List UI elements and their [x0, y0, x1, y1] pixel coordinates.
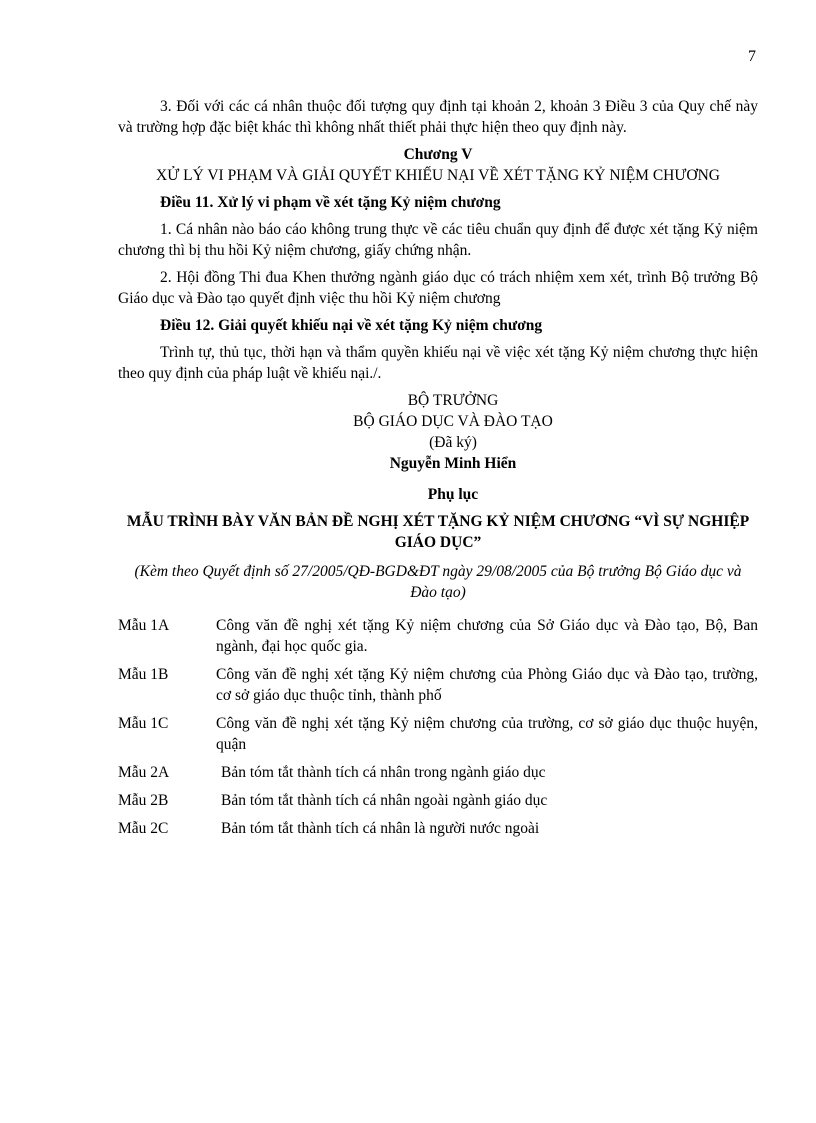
appendix-title: Phụ lục — [427, 486, 479, 503]
document-page — [118, 44, 758, 846]
clause-3-paragraph: 3. Đối với các cá nhân thuộc đối tượng quy định tại khoản 2, khoản 3 Điều 3 của Quy chế này và trường hợp đặc biệt khác thì không nhất thiết phải thực hiện theo quy định này. — [118, 98, 758, 136]
form-description: Bản tóm tắt thành tích cá nhân ngoài ngành giáo dục — [221, 792, 548, 809]
signed-mark: (Đã ký) — [429, 434, 477, 451]
form-description: Bản tóm tắt thành tích cá nhân là người nước ngoài — [221, 820, 540, 837]
form-description: Công văn đề nghị xét tặng Kỷ niệm chương của Sở Giáo dục và Đào tạo, Bộ, Ban ngành, đại học quốc gia. — [216, 617, 758, 655]
article-11-paragraph-1: 1. Cá nhân nào báo cáo không trung thực về các tiêu chuẩn quy định để được xét tặng Kỷ niệm chương thì bị thu hồi Kỷ niệm chương, giấy chứng nhận. — [118, 221, 758, 259]
signer-name: Nguyễn Minh Hiển — [389, 455, 517, 472]
appendix-heading: MẪU TRÌNH BÀY VĂN BẢN ĐỀ NGHỊ XÉT TẶNG KỶ NIỆM CHƯƠNG “VÌ SỰ NGHIỆP GIÁO DỤC” — [126, 513, 750, 551]
form-code: Mẫu 2A — [118, 764, 170, 781]
article-12-paragraph: Trình tự, thủ tục, thời hạn và thẩm quyền khiếu nại về việc xét tặng Kỷ niệm chương thực hiện theo quy định của pháp luật về khiếu nại./. — [118, 344, 758, 382]
form-row-1c — [118, 713, 758, 755]
article-11-heading: Điều 11. Xử lý vi phạm về xét tặng Kỷ niệm chương — [160, 194, 501, 211]
signer-title: BỘ TRƯỞNG — [407, 392, 499, 409]
form-code: Mẫu 2C — [118, 820, 169, 837]
article-12-heading: Điều 12. Giải quyết khiếu nại về xét tặng Kỷ niệm chương — [160, 317, 543, 334]
chapter-subtitle: XỬ LÝ VI PHẠM VÀ GIẢI QUYẾT KHIẾU NẠI VỀ XÉT TẶNG KỶ NIỆM CHƯƠNG — [156, 167, 720, 184]
appendix-note: (Kèm theo Quyết định số 27/2005/QĐ-BGD&ĐT ngày 29/08/2005 của Bộ trưởng Bộ Giáo dục và Đào tạo) — [134, 563, 742, 601]
form-row-2b — [118, 790, 758, 811]
form-row-2a — [118, 762, 758, 783]
signature-block — [118, 390, 758, 474]
form-code: Mẫu 1B — [118, 666, 169, 683]
form-description: Công văn đề nghị xét tặng Kỷ niệm chương của Phòng Giáo dục và Đào tạo, trường, cơ sở giáo dục thuộc tỉnh, thành phố — [216, 666, 758, 704]
chapter-title: Chương V — [403, 146, 473, 163]
form-row-2c — [118, 818, 758, 839]
form-description: Bản tóm tắt thành tích cá nhân trong ngành giáo dục — [221, 764, 546, 781]
page-number: 7 — [748, 48, 756, 65]
form-code: Mẫu 1A — [118, 617, 170, 634]
signer-ministry: BỘ GIÁO DỤC VÀ ĐÀO TẠO — [353, 413, 553, 430]
form-list — [118, 615, 758, 839]
form-code: Mẫu 2B — [118, 792, 169, 809]
form-row-1b — [118, 664, 758, 706]
form-description: Công văn đề nghị xét tặng Kỷ niệm chương của trường, cơ sở giáo dục thuộc huyện, quận — [216, 715, 758, 753]
form-code: Mẫu 1C — [118, 715, 169, 732]
article-11-paragraph-2: 2. Hội đồng Thi đua Khen thưởng ngành giáo dục có trách nhiệm xem xét, trình Bộ trưởng Bộ Giáo dục và Đào tạo quyết định việc thu hồi Kỷ niệm chương — [118, 269, 758, 307]
form-row-1a — [118, 615, 758, 657]
